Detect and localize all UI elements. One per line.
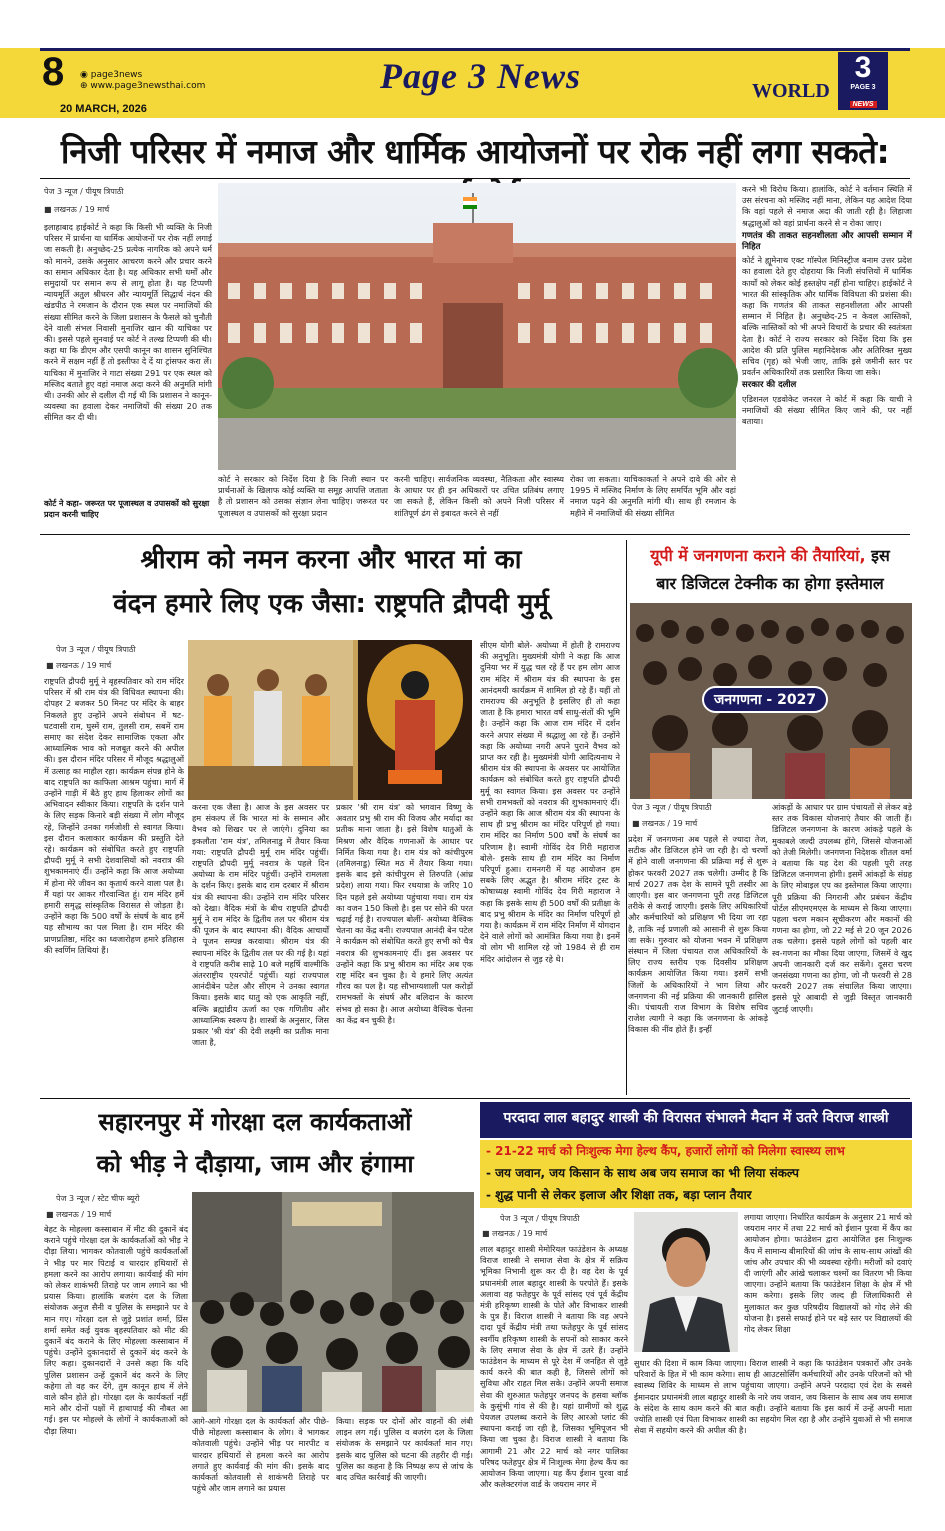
story2-headline-line1: श्रीराम को नमन करना और भारत मां का — [140, 545, 522, 575]
story1-byline: पेज 3 न्यूज / पीयूष त्रिपाठी — [44, 187, 124, 196]
story5-col2-text: लगाया जाएगा। निर्धारित कार्यक्रम के अनुसार 21 मार्च को जयराम नगर में तथा 22 मार्च को ईशान पुरवा में कैंप का आयोजन होगा। फाउंडेशन द्वारा आयोजित इस निःशुल्क कैंप में सामान्य बीमारियों की जांच के साथ-साथ आंखों की जांच और उपचार की भी व्यवस्था रहेगी। मरीजों को दवाएं दी जाएंगी और आंखे चलाकर चश्मों का वितरण भी किया जाएगा। उन्होंने बताया कि फाउंडेशन शिक्षा के क्षेत्र में भी काम करेगा। इसके लिए जल्द ही जिलाधिकारी से मुलाकात कर कुछ परिषदीय विद्यालयों को गोद लेने की योजना है। इससे सफाई होने पर बड़े स्तर पर विद्यालयों की गोद लेकर शिक्षा — [744, 1212, 913, 1335]
masthead-handle: page3news — [90, 70, 143, 80]
story2-col3 — [336, 802, 473, 1094]
masthead-site[interactable]: www.page3newsthai.com — [90, 81, 206, 91]
building-arcade — [443, 303, 503, 393]
person-head-1 — [207, 674, 229, 696]
shop-front-right — [392, 1192, 474, 1302]
story1-under2-text: करनी चाहिए। सार्वजनिक व्यवस्था, नैतिकता और स्वास्थ्य के आधार पर ही इन अधिकारों पर उचित प्रतिबंध लगाए जा सकते हैं, लेकिन किसी को अपने निजी परिसर में शांतिपूर्ण ढंग से इबादत करने से नहीं — [394, 474, 564, 518]
story1-sub2: गणतंत्र की ताकत सहनशीलता और आपसी सम्मान में निहित — [742, 230, 912, 253]
story1-sub1: कोर्ट ने कहा- जरूरत पर पूजास्थल व उपासकों को सुरक्षा प्रदान करनी चाहिए — [44, 499, 210, 519]
tree-left — [222, 357, 274, 409]
page3-badge-number: 3 — [854, 51, 872, 84]
tree-right — [678, 348, 738, 408]
masthead-web — [80, 70, 205, 92]
deity-face — [401, 671, 429, 699]
person-body-3 — [302, 696, 330, 766]
page3-badge-news: NEWS — [850, 101, 877, 108]
story5-col1-text: लाल बहादुर शास्त्री मेमोरियल फाउंडेशन के अध्यक्ष विराज शास्त्री ने समाज सेवा के क्षेत्र में सक्रिय भूमिका निभानी शुरू कर दी है। वह देश के पूर्व प्रधानमंत्री लाल बहादुर शास्त्री के परपोते हैं। इसके अलावा वह फतेहपुर के पूर्व सांसद एवं पूर्व केंद्रीय मंत्री हरिकृष्ण शास्त्री के पोते और विभाकर शास्त्री के पुत्र हैं। विराज शास्त्री ने बताया कि वह अपने दादा पूर्व केंद्रीय मंत्री तथा फतेहपुर के पूर्व सांसद स्वर्गीय हरिकृष्ण शास्त्री के सपनों को साकार करने के लिए समाज सेवा के क्षेत्र में उतरे हैं। उन्होंने फाउंडेशन के माध्यम से पूरे देश में जनहित से जुड़े कार्य करने की बात कही है, जिससे लोगों को सुविधा और राहत मिल सके। उन्होंने अपनी समाज सेवा की शुरुआत फतेहपुर जनपद के हसवा ब्लॉक के कुसुंभी गांव से की है। यहां ग्रामीणों को शुद्ध पेयजल उपलब्ध कराने के लिए आरओ प्लांट की स्थापना कराई जा रही है, जिसका भूमिपूजन भी किया जा चुका है। विराज शास्त्री ने बताया कि आगामी 21 और 22 मार्च को नगर पालिका परिषद फतेहपुर क्षेत्र में निःशुल्क मेगा हेल्थ कैंप का आयोजन किया जाएगा। यह कैंप ईशान पुरवा वार्ड और कलेक्टरगंज वार्ड के जयराम नगर में — [480, 1244, 628, 1490]
story5-bullet-3: - शुद्ध पानी से लेकर इलाज और शिक्षा तक, बड़ा प्लान तैयार — [486, 1188, 752, 1202]
masthead-top-rule — [40, 48, 910, 51]
saharanpur-photo-svg — [192, 1192, 474, 1412]
story4-col1 — [44, 1224, 188, 1486]
story3-headline-rest: इस — [865, 546, 890, 565]
story1-col4b-text: कोर्ट ने ह्यूमेनाथ एक्ट गॉस्पेल मिनिस्ट्रीज बनाम उत्तर प्रदेश का हवाला देते हुए दोहराया कि निजी संपत्तियों में धार्मिक कार्यों को लेकर कोई हस्तक्षेप नहीं होना चाहिए। हाईकोर्ट ने भारत की सांस्कृतिक और धार्मिक विविधता की प्रशंसा की। कहा कि गणतंत्र की ताकत सहनशीलता और आपसी सम्मान में निहित है। अनुच्छेद-25 न केवल आस्तिकों, बल्कि नास्तिकों को भी अपने विचारों के प्रचार की स्वतंत्रता देता है। कोर्ट ने राज्य सरकार को निर्देश दिया कि इस आदेश की प्रति पुलिस महानिदेशक और अतिरिक्त मुख्य सचिव (गृह) को भेजी जाए, ताकि इसे जमीनी स्तर पर प्रवर्तन अधिकारियों तक प्रसारित किया जा सके। — [742, 255, 912, 378]
story5-bullet-1: - 21-22 मार्च को निःशुल्क मेगा हेल्थ कैंप, हजारों लोगों को मिलेगा स्वास्थ्य लाभ — [486, 1144, 845, 1158]
story2-col1 — [44, 676, 184, 1092]
story4-under1-text: आगे-आगे गोरक्षा दल के कार्यकर्ता और पीछे-पीछे मोहल्ला कस्साबान के लोग। वे भागकर कोतवाली पहुंचे। उन्होंने भीड़ पर मारपीट व धारदार हथियारों से हमला करने का आरोप लगाते हुए कार्यवाई की मांग की। इसके बाद कार्यकर्ता कोतवाली से शाकंभरी तिराहे पर पहुंचे और जाम लगाने का प्रयास — [192, 1416, 329, 1494]
story4-under1 — [192, 1416, 329, 1494]
social-icon: ◉ — [80, 70, 88, 80]
story4-under2 — [336, 1416, 473, 1486]
story5-col3-text: सुधार की दिशा में काम किया जाएगा। विराज शास्त्री ने कहा कि फाउंडेशन पत्रकारों और उनके परिवारों के हित में भी काम करेगा। साथ ही आउटसोर्सिंग कर्मचारियों और उनके परिजनों को भी स्वास्थ्य शिविर के माध्यम से लाभ पहुंचाया जाएगा। उन्होंने अपने परदादा एवं देश के सबसे ईमानदार प्रधानमंत्री लाल बहादुर शास्त्री के नारे जय जवान, जय किसान के साथ अब जय समाज के संदेश के साथ काम करने की बात कही। उन्होंने बताया कि इस कार्य में उन्हें अपनी माता ज्योति शास्त्री एवं पिता विभाकर शास्त्री का सहयोग मिल रहा है और उन्होंने युवाओं से भी समाज सेवा में सहयोग करने की अपील की है। — [634, 1358, 912, 1436]
shop-sign — [292, 1202, 382, 1226]
viraj-shastri-photo — [634, 1212, 738, 1352]
shop-front-left — [192, 1192, 282, 1302]
story1-headline: निजी परिसर में नमाज और धार्मिक आयोजनों पर रोक नहीं लगा सकते: — [60, 132, 890, 171]
story1-col4a-text: करने भी विरोध किया। हालांकि, कोर्ट ने वर्तमान स्थिति में उस संरचना को मस्जिद नहीं माना, लेकिन यह आदेश दिया कि वहां पहले से नमाज अदा की जाती रही है। लिहाजा श्रद्धालुओं को वहां प्रार्थना करने से न रोका जाए। — [742, 184, 912, 228]
person-body-2 — [254, 691, 282, 766]
story1-under3-text: रोका जा सकता। याचिकाकर्ता ने अपने दावे की ओर से 1995 में मस्जिद निर्माण के लिए समर्पित भूमि और वहां नमाज पढ़ने की अनुमति मांगी थी। साथ ही रमजान के महीने में नमाजियों की संख्या सीमित — [570, 474, 736, 518]
story2-col4-text: सीएम योगी बोले- अयोध्या में होती है रामराज्य की अनुभूति। मुख्यमंत्री योगी ने कहा कि आज दुनिया भर में युद्ध चल रहे हैं पर हम लोग आज राम मंदिर में श्रीराम यंत्र की स्थापना के इस आनंदमयी कार्यक्रम में शामिल हो रहे हैं। यहीं तो रामराज्य की अनुभूति है इसलिए ही तो कहा जाता है कि हमारा भारत वर्ष साधु-संतों की भूमि है। उन्होंने कहा कि आज राम मंदिर में दर्शन करने अपार संख्या में श्रद्धालु आ रहे हैं। उन्होंने कहा कि अयोध्या नगरी अपने पुराने वैभव को प्राप्त कर रही है। मुख्यमंत्री योगी आदित्यनाथ ने श्रीराम यंत्र की स्थापना के अवसर पर आयोजित कार्यक्रम को संबोधित करते हुए राष्ट्रपति द्रौपदी मुर्मू का स्वागत किया। इस अवसर पर उन्होंने सभी रामभक्तों को नवरात्र की शुभकामनाएं दीं। उन्होंने कहा कि आज श्रीराम यंत्र की स्थापना के साथ ही प्रभु श्रीराम का मंदिर परिपूर्ण हो गया। राम मंदिर का निर्माण 500 वर्षों के संघर्ष का परिणाम है। स्वामी गोविंद देव गिरी महाराज बोले- इसके साथ ही राम मंदिर का निर्माण परिपूर्ण हुआ। रामनगरी में यह आयोजन हम सबके लिए अद्भुत है। श्रीराम मंदिर ट्रस्ट के कोषाध्यक्ष स्वामी गोविंद देव गिरी महाराज ने कहा कि इसके साथ ही 500 वर्षों की प्रतीक्षा के बाद प्रभु श्रीराम के मंदिर का निर्माण परिपूर्ण हो गया है। कार्यक्रम में राम मंदिर निर्माण में योगदान देने वाले लोगों को आमंत्रित किया गया है। इनमें वो लोग भी शामिल रहे जो 1984 से ही राम मंदिर आंदोलन से जुड़ रहे थे। — [480, 640, 620, 964]
story3-headline-line2: बार डिजिटल टेक्नीक का होगा इस्तेमाल — [656, 574, 884, 593]
story3-byline: पेज 3 न्यूज / पीयूष त्रिपाठी — [632, 803, 712, 812]
lawn — [218, 388, 736, 418]
story3-dateline: ■ लखनऊ / 19 मार्च — [632, 819, 698, 828]
page-number: 8 — [42, 50, 65, 94]
story2-col2 — [192, 802, 329, 1094]
story1-col1-text: इलाहाबाद हाईकोर्ट ने कहा कि किसी भी व्यक्ति के निजी परिसर में प्रार्थना या धार्मिक आयोजनों पर रोक नहीं लगाई जा सकती है। अनुच्छेद-25 प्रत्येक नागरिक को अपने धर्म को मानने, उसके अनुसार आचरण करने और प्रचार करने का समान अधिकार देता है। यह अधिकार सभी धर्मों और समुदायों पर समान रूप से लागू होता है। यह टिप्पणी न्यायमूर्ति अतुल श्रीधरन और न्यायमूर्ति सिद्धार्थ नंदन की खंडपीठ ने रमजान के दौरान एक स्थल पर नमाजियों की संख्या सीमित करने के जिला प्रशासन के फैसले को चुनौती देने वाली संभल निवासी मुनाजिर खान की याचिका पर की। इससे पहले सुनवाई पर कोर्ट ने तल्ख टिप्पणी की थी। कहा था कि डीएम और एसपी कानून का शासन सुनिश्चित करने में सक्षम नहीं हैं तो इस्तीफा दे दें या ट्रांसफर करा लें। याचिका में मुनाजिर ने गाटा संख्या 291 पर एक स्थल को मस्जिद बताते हुए वहां नमाज अदा करने की अनुमति मांगी थी। उनकी ओर से दलील दी गई थी कि प्रशासन ने कानून-व्यवस्था का हवाला देकर नमाजियों की संख्या 20 तक सीमित कर दी थी। — [44, 222, 212, 423]
issue-date: 20 MARCH, 2026 — [60, 103, 147, 115]
ram-mandir-photo-svg — [188, 640, 472, 800]
story5-col3 — [634, 1358, 912, 1486]
story2-col3-text: प्रकार 'श्री राम यंत्र' को भगवान विष्णु के अवतार प्रभु श्री राम की विजय और मर्यादा का प्रतीक माना जाता है। इसे विशेष धातुओं के मिश्रण और वैदिक गणनाओं के आधार पर निर्मित किया गया है। राम यंत्र को कांचीपुरम (तमिलनाडु) स्थित मठ में तैयार किया गया। इसके बाद इसे कांचीपुरम से तिरुपति (आंध्र प्रदेश) लाया गया। फिर रथयात्रा के जरिए 10 दिन पहले इसे अयोध्या पहुंचाया गया। राम यंत्र का वजन 150 किलो है। इस पर सोने की परत चढ़ाई गई है। राज्यपाल बोलीं- अयोध्या वैश्विक चेतना का केंद्र बनी। राज्यपाल आनंदी बेन पटेल ने कार्यक्रम को संबोधित करते हुए सभी को चैत्र नवरात्र की शुभकामनाएं दीं। इस अवसर पर उन्होंने कहा कि प्रभु श्रीराम का मंदिर अब एक राष्ट्र मंदिर बन चुका है। ये हमारे लिए अत्यंत गौरव का पल है। यह सौभाग्यशाली पल करोड़ों रामभक्तों के संघर्ष और बलिदान के कारण संभव हो सका है। आज अयोध्या वैश्विक चेतना का केंद्र बन चुकी है। — [336, 802, 473, 1025]
page3-badge — [838, 52, 888, 110]
story2-col2-text: करना एक जैसा है। आज के इस अवसर पर हम संकल्प लें कि भारत मां के सम्मान और वैभव को शिखर पर ले जाएंगे। दुनिया का इकलौता 'राम यंत्र', तमिलनाडु में तैयार किया गया: राष्ट्रपति द्रौपदी मुर्मू राम मंदिर पहुंचीं। राष्ट्रपति द्रौपदी मुर्मू नवरात्र के पहले दिन अयोध्या के राम मंदिर पहुंचीं। उन्होंने रामलला के दर्शन किए। इसके बाद राम दरबार में श्रीराम यंत्र की स्थापना की। उन्होंने राम मंदिर परिसर को देखा। वैदिक मंत्रों के बीच राष्ट्रपति द्रौपदी मुर्मू ने राम मंदिर के द्वितीय तल पर श्रीराम यंत्र की पूजन के बाद स्थापना की। वैदिक आचार्यों ने पूजन सम्पन्न करवाया। श्रीराम यंत्र की स्थापना मंदिर के द्वितीय तल पर की गई है। यहां वे राष्ट्रपति करीब साढ़े 10 बजे महर्षि वाल्मीकि अंतरराष्ट्रीय एयरपोर्ट पहुंचीं। यहां राज्यपाल आनंदीबेन पटेल और सीएम ने उनका स्वागत किया। इसके बाद धातु को एक आकृति नहीं, बल्कि ब्रह्मांडीय ऊर्जा का एक गणितीय और आध्यात्मिक स्वरूप है। शास्त्रों के अनुसार, जिस प्रकार 'श्री यंत्र' की देवी लक्ष्मी का प्रतीक माना जाता है, — [192, 802, 329, 1048]
story3-col1 — [628, 834, 768, 1094]
story2-col1-text: राष्ट्रपति द्रौपदी मुर्मू ने बृहस्पतिवार को राम मंदिर परिसर में श्री राम यंत्र की विधिवत स्थापना की। दोपहर 2 बजकर 50 मिनट पर मंदिर के बाहर निकलते हुए उन्होंने अपने संबोधन में षट-घटवासी राम, घुस्में राम, तुलसी राम, सबमें राम समाए का संदेश देकर सामाजिक एकता और आध्यात्मिक भाव को मजबूत करने की अपील की। इस दौरान मंदिर परिसर में मौजूद श्रद्धालुओं में उत्साह का माहौल रहा। कार्यक्रम संपन्न होने के बाद राष्ट्रपति का काफिला आश्रम पहुंचा। मार्ग में उन्होंने गाड़ी में बैठे हुए हाथ हिलाकर लोगों का अभिवादन स्वीकार किया। राष्ट्रपति के दर्शन पाने के लिए सड़क किनारे बड़ी संख्या में लोग मौजूद रहे, जिन्होंने उनका गर्मजोशी से स्वागत किया। इस दौरान कलाकार कार्यक्रम की प्रस्तुति देते रहे। कार्यक्रम को संबोधित करते हुए राष्ट्रपति द्रौपदी मुर्मू ने सभी देशवासियों को नवरात्र की शुभकामनाएं दीं। उन्होंने कहा कि आज अयोध्या में होना मेरे जीवन का कृतार्थ करने वाला पल है। मैं यहां पर आकर गौरवान्वित हूं। राम मंदिर हमें हमारी समृद्ध सांस्कृतिक विरासत से जोड़ता है। उन्होंने कहा कि 500 वर्षों के संघर्ष के बाद हमें यह सौभाग्य का पल मिला है। राम मंदिर की प्राणप्रतिष्ठा, मंदिर का ध्वजारोहण हमारे इतिहास की स्वर्णिम तिथियां हैं। — [44, 676, 184, 955]
census-badge: जनगणना - 2027 — [702, 686, 828, 713]
saharanpur-photo — [192, 1192, 474, 1412]
story1-col4c-text: एडिशनल एडवोकेट जनरल ने कोर्ट में कहा कि याची ने नमाजियों की संख्या सीमित किए जाने की, पर नहीं बताया। — [742, 393, 912, 427]
story3-col2-text: आंकड़ों के आधार पर ग्राम पंचायतों से लेकर बड़े स्तर तक विकास योजनाएं तैयार की जाती हैं। डिजिटल जनगणना के कारण आंकड़े पहले के मुकाबले जल्दी उपलब्ध होंगे, जिससे योजनाओं को तेजी मिलेगी। जनगणना निदेशक शीतल वर्मा ने बताया कि यह देश की पहली पूरी तरह डिजिटल जनगणना होगी। इसमें आंकड़ों के संग्रह के लिए मोबाइल एप का इस्तेमाल किया जाएगा। पूरी प्रक्रिया की निगरानी और प्रबंधन केंद्रीय पोर्टल सीएमएमएस के माध्यम से किया जाएगा। पहला चरण मकान सूचीकरण और मकानों की गणना का होगा, जो 22 मई से 20 जून 2026 तक चलेगा। इससे पहले लोगों को पहली बार स्व-गणना का मौका दिया जाएगा, जिसमें वे खुद अपनी जानकारी दर्ज कर सकेंगे। दूसरा चरण जनसंख्या गणना का होगा, जो नौ फरवरी से 28 फरवरी 2027 तक संचालित किया जाएगा। इससे पूरे आबादी से जुड़ी विस्तृत जानकारी जुटाई जाएगी। — [772, 802, 912, 1014]
story2-bottom-rule — [40, 1098, 910, 1099]
newspaper-logo: Page 3 News — [380, 56, 581, 96]
portrait-face — [666, 1237, 706, 1287]
altar-table — [188, 766, 353, 800]
globe-icon: ⊕ — [80, 81, 88, 91]
story1-under2 — [394, 474, 564, 528]
flower-garland — [388, 770, 442, 784]
story1-sub3: सरकार की दलील — [742, 380, 797, 391]
story4-col1-text: बेहट के मोहल्ला कस्साबान में मीट की दुकानें बंद कराने पहुंचे गोरक्षा दल के कार्यकर्ताओं को भीड़ ने दौड़ा लिया। भागकर कोतवाली पहुंचे कार्यकर्ताओं ने भीड़ पर मार पिटाई व धारदार हथियारों से हमला करने का आरोप लगाया। कार्यवाई की मांग को लेकर शाकंभरी तिराहे पर जाम लगाने का भी प्रयास किया। हालांकि बजरंग दल के जिला संयोजक अनुज सैनी व पुलिस के समझाने पर वे मान गए। गोरक्षा दल से जुड़े प्रशांत शर्मा, प्रिंस शर्मा समेत कई युवक बृहस्पतिवार को मीट की दुकानें बंद कराने के लिए मोहल्ला कस्साबान में पहुंचे। उन्होंने दुकानदारों से दुकानें बंद करने के लिए कहा। दुकानदारों ने उनसे कहा कि यदि पुलिस प्रशासन उन्हें दुकानें बंद करने के लिए कहेगा तो वह कर देंगे, तुम कानून हाथ में लेने वाले कौन होते हो। गोरक्षा दल के कार्यकर्ता नहीं माने और दोनों पक्षों में हाथापाई की नौबत आ गई। इस पर मोहल्ले के लोगों ने कार्यकताओं को दौड़ा लिया। — [44, 1224, 188, 1436]
flag-green — [463, 205, 477, 209]
story5-col2 — [744, 1212, 912, 1354]
story2-byline: पेज 3 न्यूज / पीयूष त्रिपाठी — [56, 645, 136, 654]
story4-under2-text: किया। सड़क पर दोनों ओर वाहनों की लंबी लाइन लग गई। पुलिस व बजरंग दल के जिला संयोजक के समझाने पर कार्यकर्ता मान गए। इसके बाद पुलिस को घटना की तहरीर दी गई। पुलिस का कहना है कि निष्पक्ष रूप से जांच के बाद उचित कार्रवाई की जाएगी। — [336, 1416, 473, 1483]
story3-col2 — [772, 802, 912, 1094]
flag-white — [463, 201, 477, 205]
story1-dateline: ■ लखनऊ / 19 मार्च — [44, 205, 110, 214]
story2-dateline: ■ लखनऊ / 19 मार्च — [46, 661, 112, 670]
page3-badge-text: PAGE 3 — [850, 84, 876, 91]
highcourt-photo — [218, 183, 736, 470]
flag-saffron — [463, 197, 477, 201]
story3-headline-line1 — [628, 544, 912, 566]
story4-headline-line1: सहारनपुर में गोरक्षा दल कार्यकताओं — [98, 1108, 412, 1136]
story4-dateline: ■ लखनऊ / 19 मार्च — [46, 1210, 112, 1219]
story5-byline: पेज 3 न्यूज / पीयूष त्रिपाठी — [500, 1214, 580, 1223]
central-tower — [433, 223, 513, 263]
person-head-2 — [257, 669, 279, 691]
story1-under1 — [218, 474, 388, 528]
story3-headline-red: यूपी में जनगणना कराने की तैयारियां, — [650, 546, 866, 565]
story4-byline: पेज 3 न्यूज / स्टेट चीफ ब्यूरो — [56, 1194, 140, 1203]
story5-dateline: ■ लखनऊ / 19 मार्च — [482, 1229, 548, 1238]
person-head-3 — [305, 674, 327, 696]
story5-bullets — [480, 1140, 912, 1208]
person-body-1 — [204, 696, 232, 766]
story4-headline-line2: को भीड़ ने दौड़ाया, जाम और हंगामा — [96, 1150, 414, 1178]
highcourt-photo-svg — [218, 183, 736, 470]
story1-col1 — [44, 222, 212, 494]
road — [218, 418, 736, 470]
story1-under1-text: कोर्ट ने सरकार को निर्देश दिया है कि निजी स्थान पर प्रार्थनाओं के खिलाफ कोई व्यक्ति या समूह आपत्ति जताता है तो प्रशासन को उसका संज्ञान लेना चाहिए। जरूरत पर पूजास्थल व उपासकों को सुरक्षा प्रदान — [218, 474, 388, 518]
section-label: WORLD — [752, 80, 830, 102]
story1-bottom-rule — [40, 534, 910, 535]
story3-col1-text: प्रदेश में जनगणना अब पहले से ज्यादा तेज, सटीक और डिजिटल होने जा रही है। दो चरणों में होने वाली जनगणना की प्रक्रिया मई से शुरू होकर फरवरी 2027 तक चलेगी। उम्मीद है कि मार्च 2027 तक देश के सामने पूरी तस्वीर आ जाएगी। इस बार जनगणना पूरी तरह डिजिटल तरीके से कराई जाएगी। इसके लिए अधिकारियों और कर्मचारियों को प्रशिक्षण भी दिया जा रहा है, ताकि नई प्रणाली को आसानी से शुरू किया जा सके। गुरुवार को योजना भवन में प्रशिक्षण संस्थान में जिला पंचायत राज अधिकारियों के लिए राज्य स्तरीय एक दिवसीय प्रशिक्षण कार्यक्रम आयोजित किया गया। इसमें सभी जिलों के अधिकारियों ने भाग लिया और जनगणना की नई प्रक्रिया की जानकारी हासिल की। पंचायती राज विभाग के विशेष सचिव राजेश त्यागी ने कहा कि जनगणना के आंकड़े विकास की नींव होते हैं। इन्हीं — [628, 834, 768, 1035]
story1-rule — [40, 178, 910, 179]
ram-mandir-photo — [188, 640, 472, 800]
story1-col4 — [742, 184, 912, 529]
deity-body — [395, 700, 435, 770]
viraj-shastri-photo-svg — [634, 1212, 738, 1352]
story5-col1 — [480, 1244, 628, 1490]
story3-separator — [626, 540, 627, 1095]
story2-col4 — [480, 640, 620, 1094]
story5-headline: परदादा लाल बहादुर शास्त्री की विरासत संभालने मैदान में उतरे विराज शास्त्री — [480, 1102, 912, 1138]
story2-headline-line2: वंदन हमारे लिए एक जैसा: राष्ट्रपति द्रौपदी मुर्मू — [113, 589, 549, 619]
story5-bullet-2: - जय जवान, जय किसान के साथ अब जय समाज का भी लिया संकल्प — [486, 1166, 799, 1180]
story1-under3 — [570, 474, 736, 528]
